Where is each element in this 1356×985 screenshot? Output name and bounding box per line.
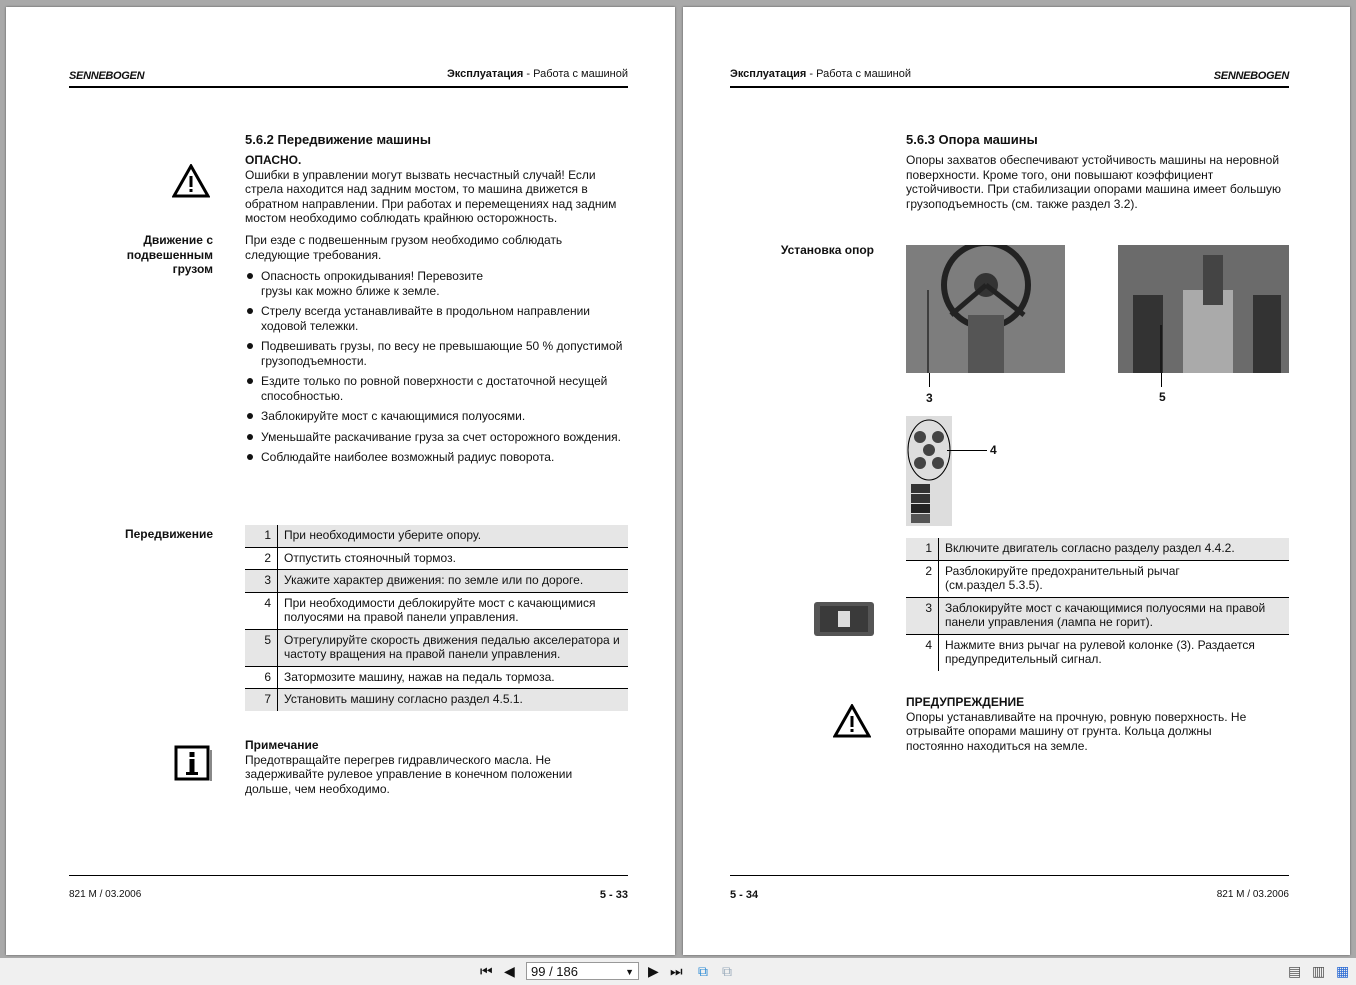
list-item: Подвешивать грузы, по весу не превышающие 50 % допустимой грузоподъемности. (245, 339, 630, 368)
step-number: 3 (906, 597, 939, 634)
footer-model: 821 M / 03.2006 (69, 889, 142, 900)
page-header (730, 68, 911, 80)
header-section: - Работа с машиной (806, 68, 912, 80)
step-text: Отпустить стояночный тормоз. (278, 547, 629, 570)
callout-4: 4 (990, 443, 997, 457)
page-number: 5 - 33 (599, 889, 628, 901)
step-text: Укажите характер движения: по земле или по дороге. (278, 570, 629, 593)
table-row (906, 634, 1289, 671)
callout-line (1161, 373, 1162, 387)
list-item: Уменьшайте раскачивание груза за счет осторожного вождения. (245, 430, 630, 445)
last-page-icon[interactable]: ⏭ (670, 963, 683, 979)
step-number: 5 (245, 629, 278, 666)
danger-text: Ошибки в управлении могут вызвать несчастный случай! Если стрела находится над задним мостом, то машина движется в обратном направлении. При работах и перемещениях над задним мостом необходимо соблюдать крайнюю осторожность. (245, 167, 617, 225)
step-text: Разблокируйте предохранительный рычаг (см.раздел 5.3.5). (939, 560, 1290, 597)
table-row (245, 689, 628, 711)
header-divider (69, 86, 628, 88)
step-text: Затормозите машину, нажав на педаль тормоза. (278, 666, 629, 689)
steering-column-photo (906, 245, 1065, 373)
header-divider (730, 86, 1289, 88)
table-row (245, 547, 628, 570)
danger-block (245, 153, 630, 226)
step-number: 2 (906, 560, 939, 597)
warning-triangle-icon (833, 704, 871, 738)
table-row (906, 560, 1289, 597)
section-title: 5.6.2 Передвижение машины (245, 132, 431, 147)
rocker-switch-photo (814, 602, 874, 636)
section-title: 5.6.3 Опора машины (906, 132, 1038, 147)
step-number: 4 (906, 634, 939, 671)
note-block (245, 738, 605, 796)
switch-panel-photo (906, 416, 952, 526)
step-text: Включите двигатель согласно разделу раздел 4.4.2. (939, 538, 1290, 560)
step-text: При необходимости уберите опору. (278, 525, 629, 547)
requirements-list (245, 269, 630, 471)
table-row (906, 538, 1289, 560)
continuous-view-icon[interactable]: ▥ (1312, 963, 1326, 979)
table-row (245, 629, 628, 666)
note-text: Предотвращайте перегрев гидравлического масла. Не задерживайте рулевое управление в конечном положении дольше, чем необходимо. (245, 752, 573, 796)
pedals-photo (1118, 245, 1289, 373)
step-text: Отрегулируйте скорость движения педалью акселератора и частоту вращения на правой панели управления. (278, 629, 629, 666)
previous-page-icon[interactable]: ◀ (504, 963, 515, 979)
step-text: При необходимости деблокируйте мост с качающимися полуосями на правой панели управления. (278, 592, 629, 629)
step-text: Установить машину согласно раздел 4.5.1. (278, 689, 629, 711)
table-row (245, 570, 628, 593)
step-number: 2 (245, 547, 278, 570)
warning-text: Опоры устанавливайте на прочную, ровную поверхность. Не отрывайте опорами машину от грунта. Кольца должны постоянно находиться на земле. (906, 709, 1247, 753)
step-number: 3 (245, 570, 278, 593)
header-section: - Работа с машиной (523, 68, 628, 80)
side-label-outriggers: Установка опор (780, 243, 874, 257)
table-row (906, 597, 1289, 634)
footer-model: 821 M / 03.2006 (1216, 889, 1289, 900)
step-number: 6 (245, 666, 278, 689)
step-number: 1 (245, 525, 278, 547)
step-text: Заблокируйте мост с качающимися полуосями на правой панели управления (лампа не горит). (939, 597, 1290, 634)
warning-title: ПРЕДУПРЕЖДЕНИЕ (906, 695, 1025, 709)
two-page-view-icon[interactable]: ▦ (1336, 963, 1350, 979)
footer-divider (69, 875, 628, 876)
table-row (245, 525, 628, 547)
step-number: 7 (245, 689, 278, 711)
callout-line (929, 373, 930, 387)
danger-title: ОПАСНО. (245, 153, 302, 167)
intro-text: При езде с подвешенным грузом необходимо соблюдать следующие требования. (245, 233, 563, 262)
first-page-icon[interactable]: ⏮ (480, 963, 493, 979)
table-row (245, 592, 628, 629)
info-icon (174, 745, 212, 781)
single-page-view-icon[interactable]: ▤ (1288, 963, 1302, 979)
driving-steps-table (245, 525, 628, 711)
previous-view-icon[interactable]: ⧉ (698, 963, 708, 979)
sennebogen-logo: SENNEBOGEN (69, 70, 145, 82)
page-right (683, 7, 1350, 955)
list-item: Заблокируйте мост с качающимися полуосями. (245, 409, 630, 424)
step-number: 4 (245, 592, 278, 629)
intro-text: Опоры захватов обеспечивают устойчивость машины на неровной поверхности. Кроме того, они повышают коэффициент устойчивости. При стабилизации опорами машина имеет большую грузоподъемность (см. также раздел 3.2). (906, 153, 1282, 211)
warning-block (906, 695, 1266, 753)
step-number: 1 (906, 538, 939, 560)
list-item: Соблюдайте наиболее возможный радиус поворота. (245, 450, 630, 465)
note-title: Примечание (245, 738, 319, 752)
footer-divider (730, 875, 1289, 876)
next-page-icon[interactable]: ▶ (648, 963, 659, 979)
chevron-down-icon: ▼ (625, 967, 634, 977)
page-header (447, 68, 628, 80)
callout-3: 3 (926, 391, 933, 405)
callout-line (947, 450, 987, 451)
callout-5: 5 (1159, 390, 1166, 404)
outrigger-steps-table (906, 538, 1289, 671)
list-item: Ездите только по ровной поверхности с достаточной несущей способностью. (245, 374, 630, 403)
warning-triangle-icon (172, 164, 210, 198)
list-item: Опасность опрокидывания! Перевозите грузы как можно ближе к земле. (245, 269, 511, 298)
list-item: Стрелу всегда устанавливайте в продольном направлении ходовой тележки. (245, 304, 630, 333)
step-text: Нажмите вниз рычаг на рулевой колонке (3). Раздается предупредительный сигнал. (945, 637, 1255, 666)
next-view-icon[interactable]: ⧉ (722, 963, 732, 979)
page-selector-value: 99 / 186 (531, 964, 578, 979)
header-chapter: Эксплуатация (730, 68, 807, 80)
side-label-suspended-load: Движение с подвешенным грузом (126, 233, 213, 276)
header-chapter: Эксплуатация (446, 68, 524, 80)
viewer-toolbar (0, 958, 1356, 985)
page-number: 5 - 34 (730, 889, 759, 901)
table-row (245, 666, 628, 689)
sennebogen-logo: SENNEBOGEN (1213, 70, 1289, 82)
side-label-driving: Передвижение (125, 527, 213, 541)
page-selector[interactable] (526, 962, 639, 980)
page-left (6, 7, 675, 955)
